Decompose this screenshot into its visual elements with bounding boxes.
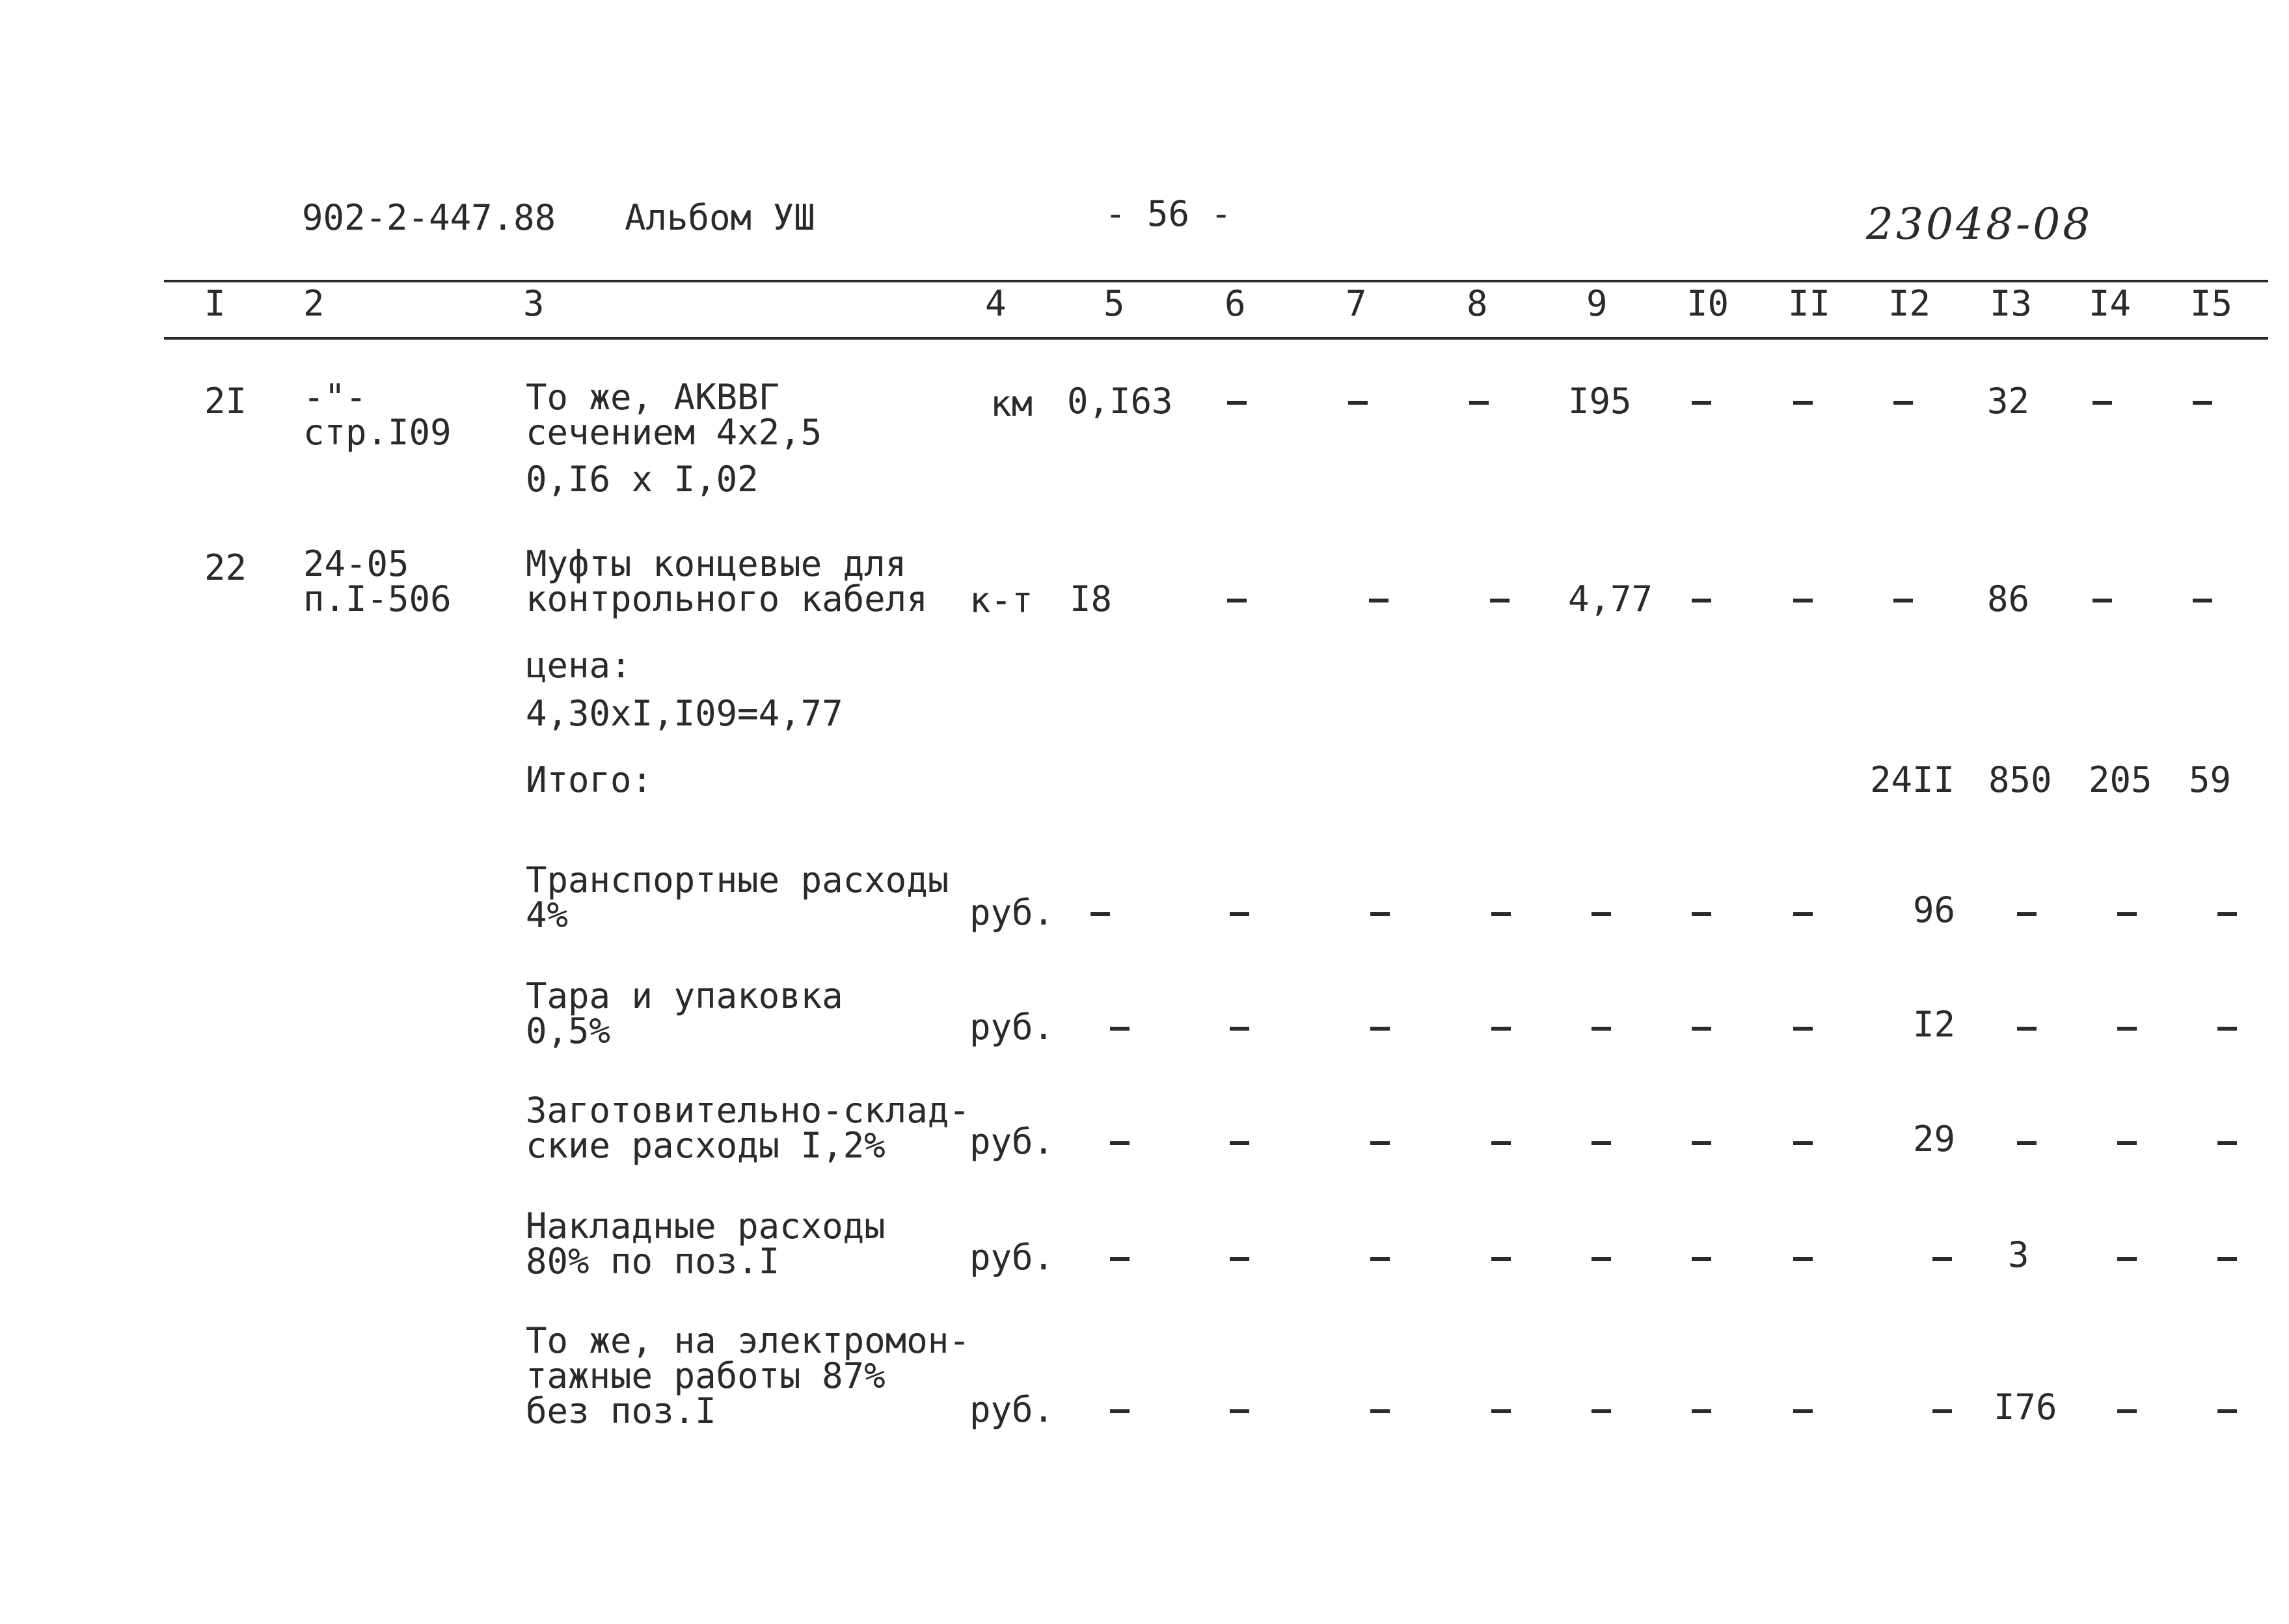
dash xyxy=(1370,912,1390,916)
dash xyxy=(2017,1027,2037,1031)
description-line: без поз.I xyxy=(526,1390,716,1431)
dash xyxy=(2117,912,2137,916)
dash xyxy=(1692,401,1711,405)
dash xyxy=(1893,599,1913,602)
col-num-4: 4 xyxy=(985,283,1007,324)
row-quantity: I8 xyxy=(1070,578,1113,619)
description-line: Тара и упаковка xyxy=(526,975,843,1016)
dash xyxy=(1692,1027,1711,1031)
row-col-9: 4,77 xyxy=(1568,578,1653,619)
dash xyxy=(1932,1409,1952,1413)
dash xyxy=(2117,1409,2137,1413)
description-line: То же, на электромон- xyxy=(526,1320,970,1361)
dash xyxy=(1490,599,1510,602)
dash xyxy=(1793,912,1813,916)
row-col-13: 86 xyxy=(1987,578,2030,619)
col-num-12: I2 xyxy=(1888,283,1931,324)
dash xyxy=(2093,401,2112,405)
dash xyxy=(1591,1409,1611,1413)
dash xyxy=(1591,1257,1611,1261)
col-num-13: I3 xyxy=(1990,283,2033,324)
dash xyxy=(1591,1027,1611,1031)
dash xyxy=(1370,1409,1390,1413)
dash xyxy=(1230,912,1249,916)
dash xyxy=(1692,912,1711,916)
dash xyxy=(1491,1257,1511,1261)
page-number: - 56 - xyxy=(1105,193,1232,234)
expense-unit: руб. xyxy=(969,1121,1055,1162)
price-note xyxy=(526,645,843,734)
total-col-15: 59 xyxy=(2189,759,2232,800)
dash xyxy=(2117,1257,2137,1261)
dash xyxy=(2117,1141,2137,1145)
expense-description xyxy=(526,859,949,936)
dash xyxy=(1491,912,1511,916)
col-num-1: I xyxy=(204,283,226,324)
description-line: Заготовительно-склад- xyxy=(526,1090,970,1131)
expense-description xyxy=(526,1320,970,1431)
description-line: То же, АКВВГ xyxy=(526,377,780,418)
header-bottom-rule xyxy=(164,337,2268,340)
dash xyxy=(2217,912,2237,916)
album-title: Альбом УШ xyxy=(625,197,815,238)
expense-unit: руб. xyxy=(969,1007,1055,1048)
dash xyxy=(1110,1409,1130,1413)
dash xyxy=(2093,599,2112,602)
dash xyxy=(1230,1141,1249,1145)
dash xyxy=(1110,1027,1130,1031)
row-col-9: I95 xyxy=(1568,381,1632,422)
dash xyxy=(2017,912,2037,916)
row-description xyxy=(526,543,928,619)
dash xyxy=(2217,1027,2237,1031)
row-description xyxy=(526,377,822,500)
expense-unit: руб. xyxy=(969,892,1055,933)
dash xyxy=(2217,1257,2237,1261)
description-line: контрольного кабеля xyxy=(526,578,928,619)
col-num-9: 9 xyxy=(1586,283,1608,324)
expense-col-12: 96 xyxy=(1913,889,1956,930)
dash xyxy=(1793,1027,1813,1031)
dash xyxy=(1893,401,1913,405)
dash xyxy=(1591,1141,1611,1145)
dash xyxy=(1370,1141,1390,1145)
expense-unit: руб. xyxy=(969,1237,1055,1278)
dash xyxy=(1692,599,1711,602)
description-line: сечением 4х2,5 xyxy=(526,412,822,453)
col-num-2: 2 xyxy=(303,283,325,324)
reference-line: -"- xyxy=(303,377,367,418)
row-quantity: 0,I63 xyxy=(1067,381,1173,422)
row-unit: км xyxy=(990,383,1033,424)
dash xyxy=(1227,401,1247,405)
col-num-7: 7 xyxy=(1346,283,1367,324)
dash xyxy=(1793,1141,1813,1145)
expense-description xyxy=(526,1206,886,1282)
col-num-5: 5 xyxy=(1104,283,1125,324)
description-line: 0,5% xyxy=(526,1010,611,1051)
description-line: ские расходы I,2% xyxy=(526,1125,886,1166)
dash xyxy=(1370,1027,1390,1031)
dash xyxy=(1692,1141,1711,1145)
description-line: Транспортные расходы xyxy=(526,859,949,900)
handwritten-stamp: 23048-08 xyxy=(1866,199,2093,249)
description-line: 0,I6 x I,02 xyxy=(526,459,759,500)
document-code: 902-2-447.88 xyxy=(302,197,556,238)
row-reference xyxy=(303,543,452,619)
col-num-6: 6 xyxy=(1225,283,1246,324)
dash xyxy=(1491,1027,1511,1031)
reference-line: 24-05 xyxy=(303,543,409,584)
dash xyxy=(1227,599,1247,602)
total-col-13: 850 xyxy=(1988,759,2052,800)
dash xyxy=(1230,1027,1249,1031)
dash xyxy=(1793,1409,1813,1413)
dash xyxy=(1491,1141,1511,1145)
dash xyxy=(1230,1257,1249,1261)
total-label: Итого: xyxy=(526,759,653,800)
row-col-13: 32 xyxy=(1987,381,2030,422)
col-num-14: I4 xyxy=(2089,283,2132,324)
expense-unit: руб. xyxy=(969,1389,1055,1430)
col-num-10: I0 xyxy=(1686,283,1729,324)
col-num-3: 3 xyxy=(523,283,545,324)
dash xyxy=(1090,912,1110,916)
description-line: тажные работы 87% xyxy=(526,1355,886,1396)
dash xyxy=(2193,401,2212,405)
description-line: Муфты концевые для xyxy=(526,543,907,584)
description-line: 4% xyxy=(526,895,569,936)
dash xyxy=(2217,1141,2237,1145)
col-num-11: II xyxy=(1788,283,1831,324)
expense-description xyxy=(526,1090,970,1166)
dash xyxy=(1932,1257,1952,1261)
top-rule xyxy=(164,280,2268,282)
expense-col-12: I2 xyxy=(1913,1004,1956,1045)
expense-col-13: I76 xyxy=(1994,1387,2057,1428)
dash xyxy=(1369,599,1388,602)
price-label: цена: xyxy=(526,645,632,686)
dash xyxy=(2017,1141,2037,1145)
dash xyxy=(1491,1409,1511,1413)
reference-line: стр.I09 xyxy=(303,412,452,453)
dash xyxy=(1793,599,1813,602)
dash xyxy=(1692,1409,1711,1413)
dash xyxy=(2193,599,2212,602)
total-col-12: 24II xyxy=(1870,759,1955,800)
dash xyxy=(2117,1027,2137,1031)
expense-col-12: 29 xyxy=(1913,1118,1956,1159)
col-num-15: I5 xyxy=(2190,283,2233,324)
dash xyxy=(1110,1141,1130,1145)
row-number: 22 xyxy=(204,547,247,588)
dash xyxy=(1469,401,1489,405)
description-line: 80% по поз.I xyxy=(526,1241,780,1282)
col-num-8: 8 xyxy=(1467,283,1488,324)
expense-description xyxy=(526,975,843,1051)
description-line: Накладные расходы xyxy=(526,1206,886,1247)
row-number: 2I xyxy=(204,381,247,422)
reference-line: п.I-506 xyxy=(303,578,452,619)
dash xyxy=(1348,401,1368,405)
row-reference xyxy=(303,377,452,453)
dash xyxy=(1110,1257,1130,1261)
dash xyxy=(1793,1257,1813,1261)
row-unit: к-т xyxy=(969,580,1033,621)
dash xyxy=(1591,912,1611,916)
dash xyxy=(1230,1409,1249,1413)
dash xyxy=(1692,1257,1711,1261)
price-formula: 4,30xI,I09=4,77 xyxy=(526,693,843,734)
dash xyxy=(1793,401,1813,405)
dash xyxy=(1370,1257,1390,1261)
total-col-14: 205 xyxy=(2089,759,2152,800)
expense-col-13: 3 xyxy=(2008,1234,2029,1275)
dash xyxy=(2217,1409,2237,1413)
